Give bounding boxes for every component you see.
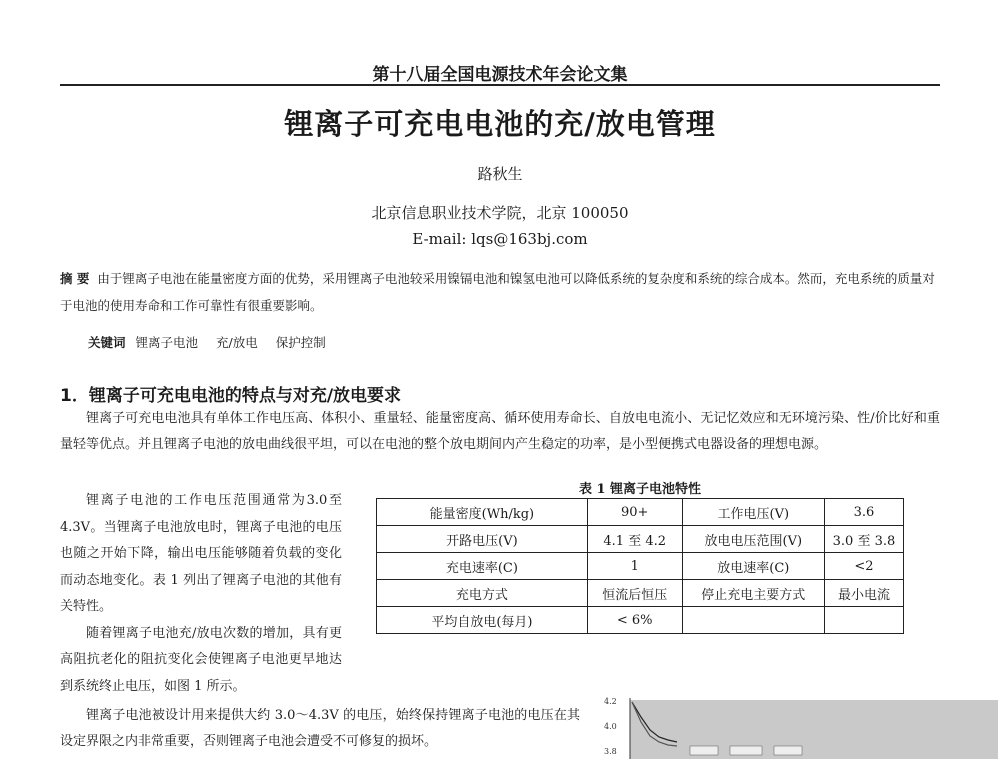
table-cell: < 6%	[587, 607, 682, 634]
abstract-text: 由于锂离子电池在能量密度方面的优势，采用锂离子电池较采用镍镉电池和镍氢电池可以降低系统的复杂度和系统的综合成本。然而，充电系统的质量对于电池的使用寿命和工作可靠性有很重要影响。	[60, 271, 935, 313]
table-cell	[682, 607, 824, 634]
keyword-item: 保护控制	[275, 335, 326, 350]
keywords-label: 关键词	[88, 335, 126, 350]
abstract-label: 摘 要	[60, 271, 90, 286]
affiliation: 北京信息职业技术学院，北京 100050	[371, 204, 629, 222]
keyword-item: 锂离子电池	[135, 335, 199, 350]
keywords	[88, 333, 938, 351]
table-cell: 放电电压范围(V)	[682, 526, 824, 553]
keyword-item: 充/放电	[216, 335, 258, 350]
section-heading: 1．锂离子可充电电池的特点与对充/放电要求	[60, 386, 402, 406]
header-rule	[60, 84, 940, 86]
section-paragraph: 锂离子电池的工作电压范围通常为3.0至4.3V。当锂离子电池放电时，锂离子电池的电压也随之开始下降，输出电压能够随着负载的变化而动态地变化。表 1 列出了锂离子电池的其他有关特性。	[60, 493, 342, 614]
table-cell: 放电速率(C)	[682, 553, 824, 580]
table-row	[377, 580, 904, 607]
table-cell: 3.6	[824, 499, 903, 526]
table-cell: 90+	[587, 499, 682, 526]
table-row	[377, 526, 904, 553]
running-header: 第十八届全国电源技术年会论文集	[372, 65, 628, 85]
table-cell: 充电方式	[377, 580, 588, 607]
plot-area	[630, 700, 998, 759]
table-cell: 充电速率(C)	[377, 553, 588, 580]
y-tick-label: 4.0	[604, 722, 617, 731]
table-cell: 能量密度(Wh/kg)	[377, 499, 588, 526]
figure-1	[598, 692, 998, 759]
left-column	[60, 488, 342, 700]
table-cell: 最小电流	[824, 580, 903, 607]
table-row	[377, 607, 904, 634]
table-cell: 开路电压(V)	[377, 526, 588, 553]
author-email: E-mail: lqs@163bj.com	[412, 230, 588, 248]
table-caption: 表 1 锂离子电池特性	[578, 482, 702, 497]
section-paragraph: 随着锂离子电池充/放电次数的增加，具有更高阻抗老化的阻抗变化会使锂离子电池更早地达到系统终止电压，如图 1 所示。	[60, 625, 342, 694]
table-cell: 恒流后恒压	[587, 580, 682, 607]
table-cell: 1	[587, 553, 682, 580]
table-cell: 3.0 至 3.8	[824, 526, 903, 553]
abstract	[60, 265, 940, 319]
table-cell: 停止充电主要方式	[682, 580, 824, 607]
legend-box	[774, 746, 802, 755]
author-name: 路秋生	[477, 165, 523, 183]
table-cell: 4.1 至 4.2	[587, 526, 682, 553]
y-tick-label: 3.8	[604, 747, 617, 756]
table-cell: <2	[824, 553, 903, 580]
table-row	[377, 553, 904, 580]
y-tick-label: 4.2	[604, 697, 617, 706]
legend-box	[730, 746, 762, 755]
section-paragraph: 锂离子电池被设计用来提供大约 3.0～4.3V 的电压，始终保持锂离子电池的电压在其设定界限之内非常重要，否则锂离子电池会遭受不可修复的损坏。	[60, 708, 580, 749]
figure-1-chart	[598, 692, 998, 759]
table-cell	[824, 607, 903, 634]
table-cell: 工作电压(V)	[682, 499, 824, 526]
paper-title: 锂离子可充电电池的充/放电管理	[284, 107, 716, 141]
properties-table	[376, 498, 904, 634]
table-cell: 平均自放电(每月)	[377, 607, 588, 634]
legend-box	[690, 746, 718, 755]
section-paragraph: 锂离子可充电电池具有单体工作电压高、体积小、重量轻、能量密度高、循环使用寿命长、自放电电流小、无记忆效应和无环境污染、性/价比好和重量轻等优点。并且锂离子电池的放电曲线很平坦，可以在电池的整个放电期间内产生稳定的功率，是小型便携式电器设备的理想电源。	[60, 411, 940, 452]
table-row	[377, 499, 904, 526]
